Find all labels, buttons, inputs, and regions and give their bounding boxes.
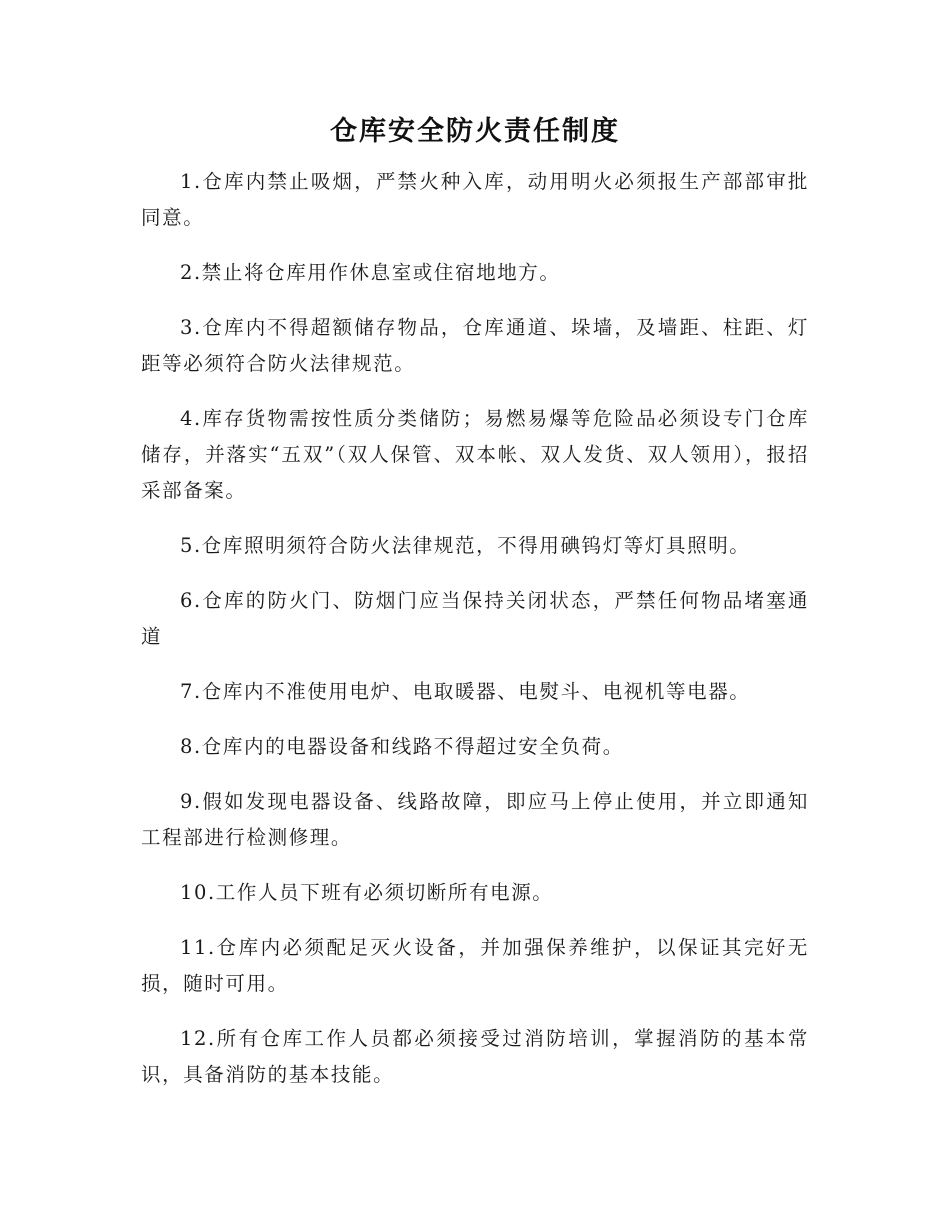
document-title: 仓库安全防火责任制度 [330,116,620,147]
clause-12: 12.所有仓库工作人员都必须接受过消防培训，掌握消防的基本常识，具备消防的基本技能。 [141,1027,809,1086]
clause-4: 4.库存货物需按性质分类储防；易燃易爆等危险品必须设专门仓库储存，并落实“五双”（双人保管、双本帐、双人发货、双人领用），报招采部备案。 [141,407,809,502]
clause-2: 2.禁止将仓库用作休息室或住宿地地方。 [180,261,561,284]
clause-8: 8.仓库内的电器设备和线路不得超过安全负荷。 [180,735,624,758]
clause-5: 5.仓库照明须符合防火法律规范，不得用碘钨灯等灯具照明。 [180,534,751,557]
clause-7: 7.仓库内不准使用电炉、电取暖器、电熨斗、电视机等电器。 [180,680,751,703]
clause-9: 9.假如发现电器设备、线路故障，即应马上停止使用，并立即通知工程部进行检测修理。 [141,790,809,849]
clause-1: 1.仓库内禁止吸烟，严禁火种入库，动用明火必须报生产部部审批同意。 [141,170,809,229]
document-body [141,164,809,1112]
clause-11: 11.仓库内必须配足灭火设备，并加强保养维护，以保证其完好无损，随时可用。 [141,936,809,995]
clause-6: 6.仓库的防火门、防烟门应当保持关闭状态，严禁任何物品堵塞通道 [141,589,809,648]
clause-10: 10.工作人员下班有必须切断所有电源。 [180,881,554,904]
clause-3: 3.仓库内不得超额储存物品，仓库通道、垛墙，及墙距、柱距、灯距等必须符合防火法律规范。 [141,316,809,375]
